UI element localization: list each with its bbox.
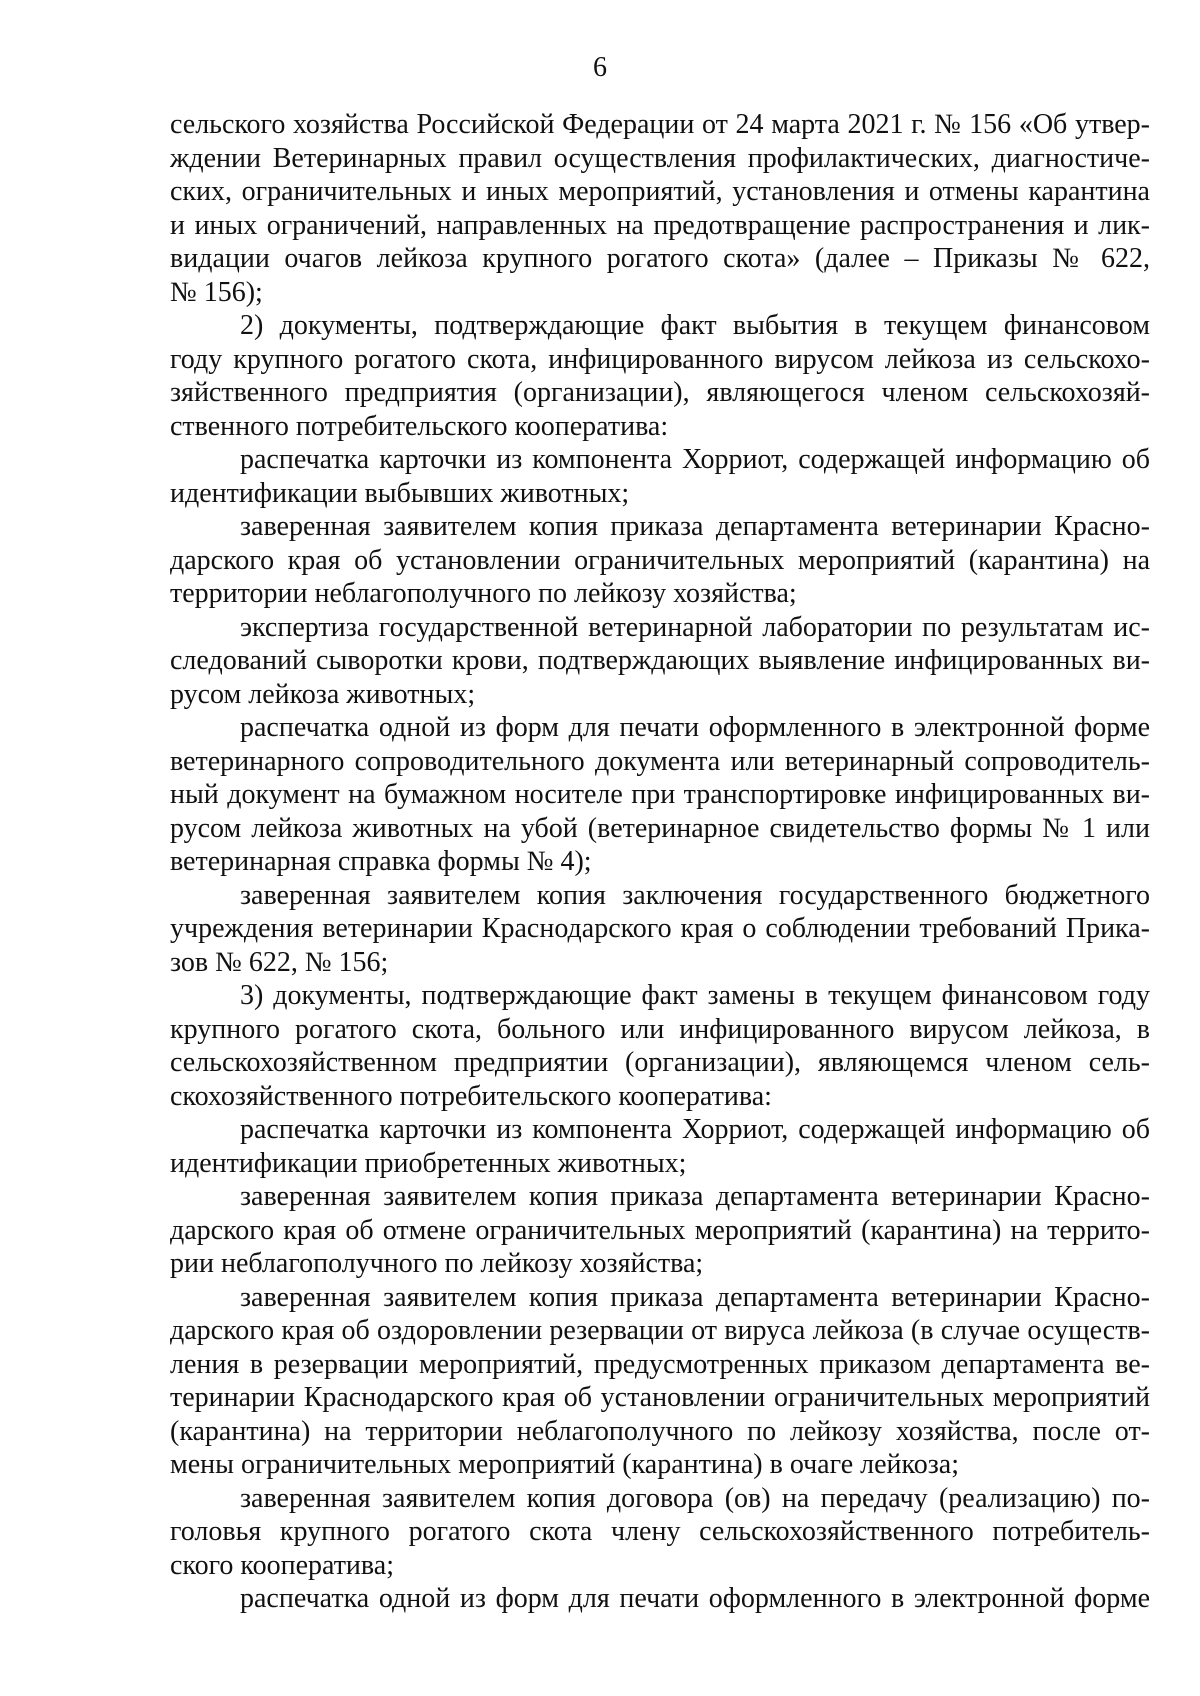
page-number: 6 bbox=[593, 52, 607, 83]
text-line: распечатка карточки из компонента Хорриот, содержащей информацию об bbox=[240, 1114, 1150, 1145]
text-line: ветеринарного сопроводительного документа или ветеринарный сопроводитель- bbox=[170, 745, 1150, 777]
text-line: ветеринарная справка формы № 4); bbox=[170, 846, 592, 877]
text-line: ского кооператива; bbox=[170, 1549, 394, 1581]
text-line: идентификации приобретенных животных; bbox=[170, 1147, 687, 1179]
text-line: зов № 622, № 156; bbox=[170, 946, 389, 978]
text-line: учреждения ветеринарии Краснодарского края о соблюдении требований Прика- bbox=[170, 913, 1150, 944]
text-line: заверенная заявителем копия приказа департамента ветеринарии Красно- bbox=[240, 1181, 1150, 1212]
text-line: дарского края об установлении ограничительных мероприятий (карантина) на bbox=[170, 544, 1150, 576]
text-line: заверенная заявителем копия приказа департамента ветеринарии Красно- bbox=[240, 511, 1150, 542]
text-line: крупного рогатого скота, больного или инфицированного вирусом лейкоза, в bbox=[170, 1013, 1150, 1045]
text-line: распечатка карточки из компонента Хорриот, содержащей информацию об bbox=[240, 444, 1150, 475]
text-line: ских, ограничительных и иных мероприятий, установления и отмены карантина bbox=[170, 176, 1150, 207]
text-line: ный документ на бумажном носителе при транспортировке инфицированных ви- bbox=[170, 779, 1150, 810]
text-line: распечатка одной из форм для печати оформленного в электронной форме bbox=[240, 712, 1150, 743]
document-body bbox=[170, 108, 1150, 1616]
text-line: и иных ограничений, направленных на предотвращение распространения и лик- bbox=[170, 209, 1150, 241]
text-line: заверенная заявителем копия приказа департамента ветеринарии Красно- bbox=[240, 1281, 1150, 1313]
text-line: территории неблагополучного по лейкозу хозяйства; bbox=[170, 578, 797, 609]
text-line: русом лейкоза животных на убой (ветеринарное свидетельство формы № 1 или bbox=[170, 812, 1150, 844]
text-line: 3) документы, подтверждающие факт замены в текущем финансовом году bbox=[240, 980, 1150, 1011]
text-line: рии неблагополучного по лейкозу хозяйства; bbox=[170, 1248, 704, 1279]
text-line: ственного потребительского кооператива: bbox=[170, 410, 669, 442]
text-line: головья крупного рогатого скота члену сельскохозяйственного потребитель- bbox=[170, 1516, 1150, 1547]
text-line: скохозяйственного потребительского кооператива: bbox=[170, 1080, 772, 1112]
text-line: идентификации выбывших животных; bbox=[170, 477, 630, 509]
text-line: экспертиза государственной ветеринарной лаборатории по результатам ис- bbox=[240, 611, 1150, 643]
text-line: сельскохозяйственном предприятии (организации), являющемся членом сель- bbox=[170, 1047, 1150, 1078]
text-line: видации очагов лейкоза крупного рогатого скота» (далее – Приказы № 622, bbox=[170, 243, 1150, 274]
text-line: дарского края об оздоровлении резервации от вируса лейкоза (в случае осуществ- bbox=[170, 1315, 1150, 1346]
text-line: заверенная заявителем копия договора (ов) на передачу (реализацию) по- bbox=[240, 1482, 1150, 1514]
text-line: № 156); bbox=[170, 276, 263, 308]
text-line: дарского края об отмене ограничительных мероприятий (карантина) на террито- bbox=[170, 1214, 1150, 1246]
text-line: (карантина) на территории неблагополучного по лейкозу хозяйства, после от- bbox=[170, 1415, 1150, 1447]
text-line: сельского хозяйства Российской Федерации от 24 марта 2021 г. № 156 «Об утвер- bbox=[170, 109, 1150, 140]
text-line: ждении Ветеринарных правил осуществления профилактических, диагностиче- bbox=[170, 142, 1150, 174]
text-line: 2) документы, подтверждающие факт выбытия в текущем финансовом bbox=[240, 310, 1150, 341]
text-line: заверенная заявителем копия заключения государственного бюджетного bbox=[240, 879, 1150, 911]
text-line: теринарии Краснодарского края об установлении ограничительных мероприятий bbox=[170, 1382, 1150, 1413]
text-line: зяйственного предприятия (организации), являющегося членом сельскохозяй- bbox=[170, 377, 1150, 408]
text-line: русом лейкоза животных; bbox=[170, 678, 476, 710]
text-line: мены ограничительных мероприятий (карантина) в очаге лейкоза; bbox=[170, 1449, 959, 1480]
text-line: следований сыворотки крови, подтверждающих выявление инфицированных ви- bbox=[170, 645, 1150, 676]
text-line: году крупного рогатого скота, инфицированного вирусом лейкоза из сельскохо- bbox=[170, 343, 1150, 375]
text-line: ления в резервации мероприятий, предусмотренных приказом департамента ве- bbox=[170, 1348, 1150, 1380]
text-line: распечатка одной из форм для печати оформленного в электронной форме bbox=[240, 1583, 1150, 1614]
